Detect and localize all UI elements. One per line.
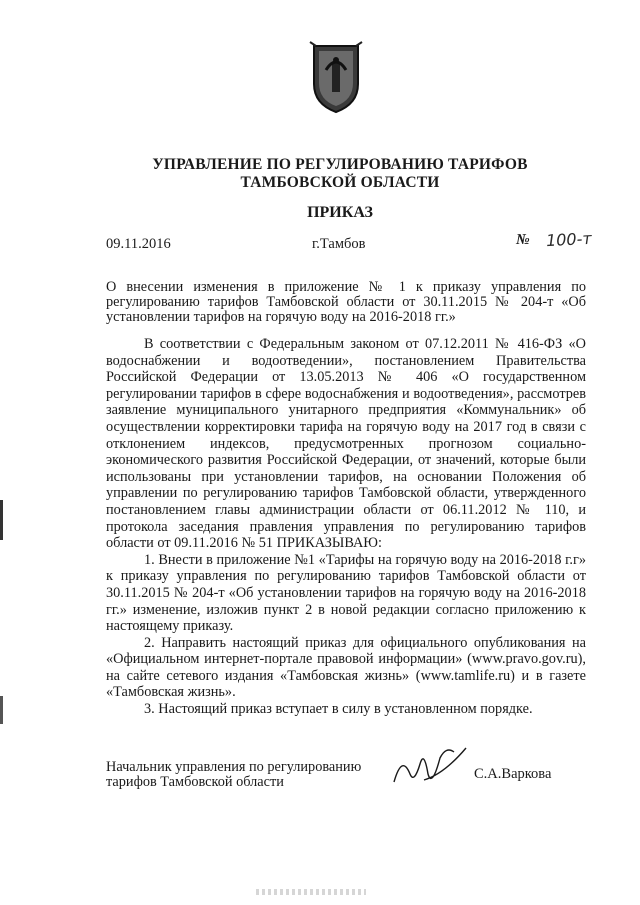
order-item-3: 3. Настоящий приказ вступает в силу в установленном порядке. <box>144 701 533 718</box>
organization-name-line1: УПРАВЛЕНИЕ ПО РЕГУЛИРОВАНИЮ ТАРИФОВ <box>152 156 528 173</box>
document-city: г.Тамбов <box>312 236 366 252</box>
organization-name-line2: ТАМБОВСКОЙ ОБЛАСТИ <box>240 174 440 191</box>
signatory-name: С.А.Варкова <box>474 766 552 782</box>
scan-artifact <box>256 889 366 895</box>
order-item-2: 2. Направить настоящий приказ для официального опубликования на «Официальном интернет-портале правовой информации» (www.pravo.gov.ru), на сайте сетевого издания «Тамбовская жизнь» (www.tamlife.ru) и в газете «Тамбовская жизнь». <box>106 634 586 701</box>
signatory-position-line2: тарифов Тамбовской области <box>106 774 284 790</box>
document-type-title: ПРИКАЗ <box>307 204 373 221</box>
document-number-handwritten: 100-т <box>545 228 593 251</box>
signatory-position-line1: Начальник управления по регулированию <box>106 759 362 775</box>
coat-of-arms-emblem <box>306 40 366 116</box>
body-preamble: В соответствии с Федеральным законом от 07.12.2011 № 416-ФЗ «О водоснабжении и водоотведении», постановлением Правительства Российской Федерации от 13.05.2013 № 406 «О государственном регулировании тарифов в сфере водоснабжения и водоотведения», рассмотрев заявление муниципального унитарного предприятия «Коммунальник» об осуществлении корректировки тарифа на горячую воду на 2017 год в связи с отклонением индексов, предусмотренных прогнозом социально-экономического развития Российской Федерации, от значений, которые были использованы при установлении тарифов, на основании Положения об управлении по регулированию тарифов Тамбовской области, утвержденного постановлением главы администрации области от 06.11.2012 № 110, и протокола заседания правления управления по регулированию тарифов области от 09.11.2016 № 51 ПРИКАЗЫВАЮ: <box>106 336 586 552</box>
order-item-1: 1. Внести в приложение №1 «Тарифы на горячую воду на 2016-2018 г.г» к приказу управления по регулированию тарифов Тамбовской области от 30.11.2015 № 204-т «Об установлении тарифов на горячую воду на 2016-2018 гг.» изменение, изложив пункт 2 в новой редакции согласно приложению к настоящему приказу. <box>106 551 586 635</box>
handwritten-signature <box>384 744 474 790</box>
document-date: 09.11.2016 <box>106 236 171 252</box>
document-subject: О внесении изменения в приложение № 1 к приказу управления по регулированию тарифов Тамбовской области от 30.11.2015 № 204-т «Об установлении тарифов на горячую воду на 2016-2018 гг.» <box>106 279 586 325</box>
document-number-label: № <box>516 232 530 248</box>
document-body <box>106 336 586 718</box>
signatory-position <box>106 760 386 790</box>
scan-margin-mark <box>0 696 3 724</box>
scan-margin-mark <box>0 500 3 540</box>
